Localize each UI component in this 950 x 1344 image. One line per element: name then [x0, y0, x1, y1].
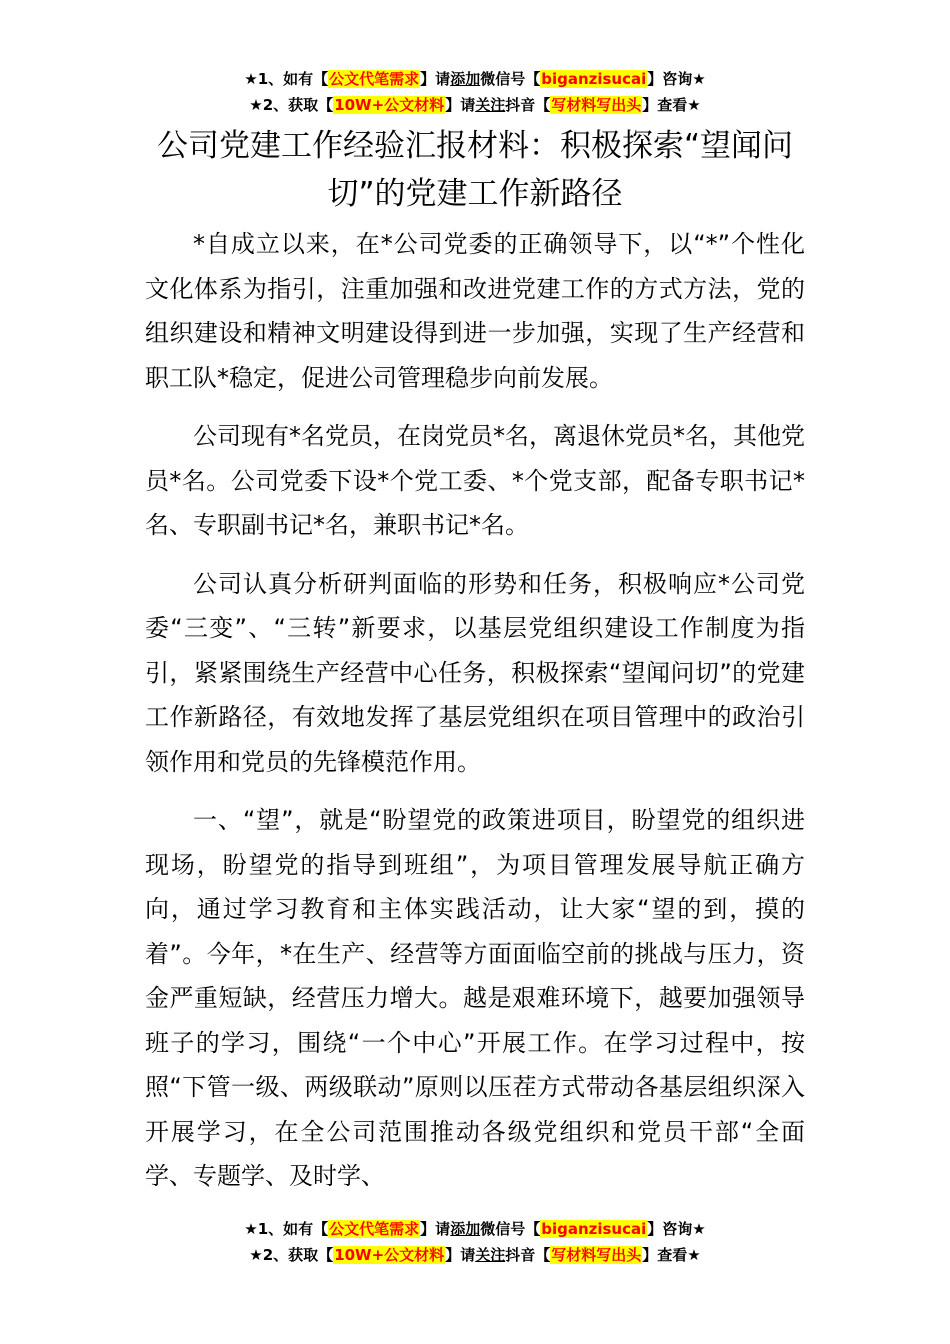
paragraph-section-wang: 一、“望”，就是“盼望党的政策进项目，盼望党的组织进现场，盼望党的指导到班组”，为项目管理发展导航正确方向，通过学习教育和主体实践活动，让大家“望的到，摸的着”。今年，*在生产、经营等方面面临空前的挑战与压力，资金严重短缺，经营压力增大。越是艰难环境下，越要加强领导班子的学习，围绕“一个中心”开展工作。在学习过程中，按照“下管一级、两级联动”原则以压茬方式带动各基层组织深入开展学习，在全公司范围推动各级党组织和党员干部“全面学、专题学、及时学、	[145, 806, 805, 1190]
paragraph-intro: *自成立以来，在*公司党委的正确领导下，以“*”个性化文化体系为指引，注重加强和改进党建工作的方式方法，党的组织建设和精神文明建设得到进一步加强，实现了生产经营和职工队*稳定，促进公司管理稳步向前发展。	[145, 230, 805, 392]
footer-promo-banner	[0, 1216, 950, 1268]
promo-line-1: ★1、如有【公文代笔需求】请添加微信号【biganzisucai】咨询★	[244, 70, 706, 88]
paragraph-membership: 公司现有*名党员，在岗党员*名，离退休党员*名，其他党员*名。公司党委下设*个党工委、*个党支部，配备专职书记*名、专职副书记*名，兼职书记*名。	[145, 422, 805, 539]
promo-highlight-douyin-account: 写材料写出头	[551, 1246, 642, 1264]
document-title: 公司党建工作经验汇报材料：积极探索“望闻问切”的党建工作新路径	[156, 128, 794, 212]
promo-line-1: ★1、如有【公文代笔需求】请添加微信号【biganzisucai】咨询★	[244, 1220, 706, 1238]
promo-highlight-wechat-id: biganzisucai	[541, 70, 647, 88]
promo-highlight-wechat-id: biganzisucai	[541, 1220, 647, 1238]
paragraph-overview: 公司认真分析研判面临的形势和任务，积极响应*公司党委“三变”、“三转”新要求，以基层党组织建设工作制度为指引，紧紧围绕生产经营中心任务，积极探索“望闻问切”的党建工作新路径，有效地发挥了基层党组织在项目管理中的政治引领作用和党员的先锋模范作用。	[145, 569, 805, 776]
promo-highlight-service: 公文代笔需求	[329, 1220, 420, 1238]
document-body	[145, 222, 805, 1213]
promo-highlight-materials: 10W+公文材料	[334, 96, 445, 114]
promo-highlight-douyin-account: 写材料写出头	[551, 96, 642, 114]
header-promo-banner	[0, 66, 950, 118]
promo-line-2: ★2、获取【10W+公文材料】请关注抖音【写材料写出头】查看★	[249, 1246, 701, 1264]
promo-highlight-service: 公文代笔需求	[329, 70, 420, 88]
promo-line-2: ★2、获取【10W+公文材料】请关注抖音【写材料写出头】查看★	[249, 96, 701, 114]
promo-highlight-materials: 10W+公文材料	[334, 1246, 445, 1264]
